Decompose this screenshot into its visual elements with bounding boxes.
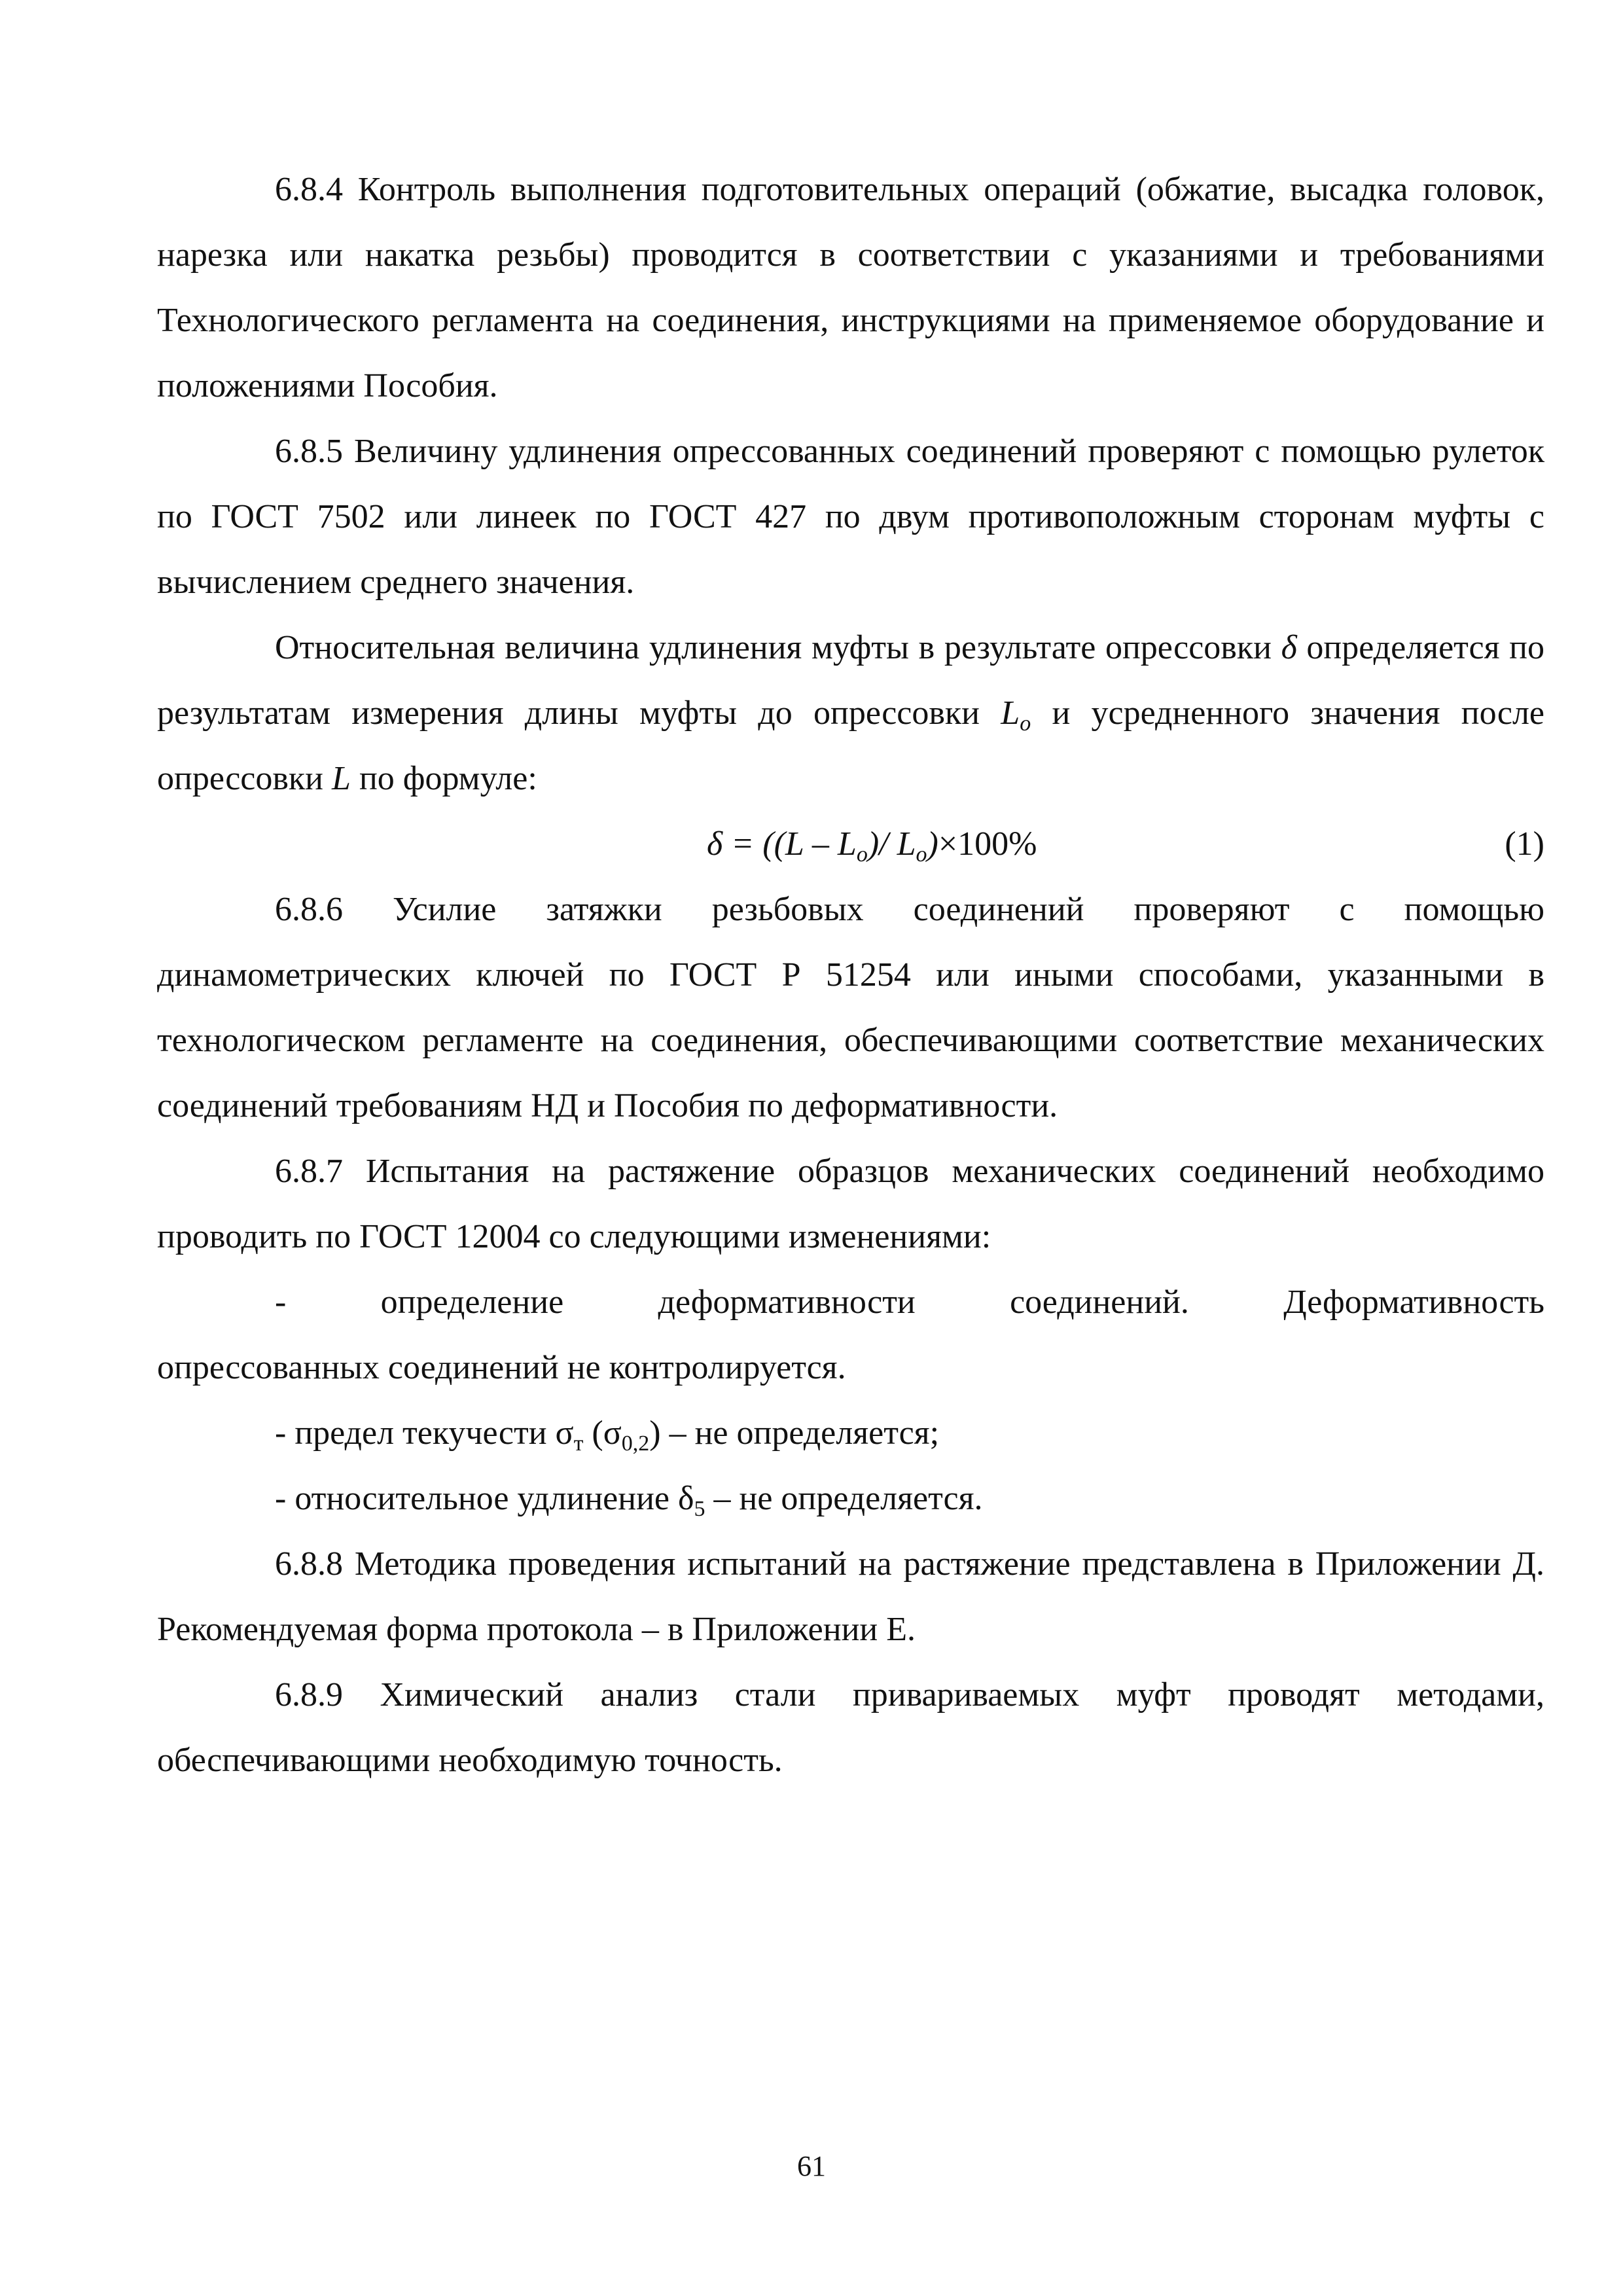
paragraph-6-8-4: 6.8.4 Контроль выполнения подготовительных операций (обжатие, высадка головок, нарезка или накатка резьбы) проводится в соответствии с указаниями и требованиями Технологического регламента на соединения, инструкциями на применяемое оборудование и положениями Пособия. (157, 171, 1544, 404)
text-fragment: и усредненного значения после опрессовки (157, 694, 1544, 797)
text-fragment: по формуле: (350, 760, 537, 797)
formula-row (157, 812, 1544, 877)
formula-part: ) (927, 825, 938, 863)
subscript: 5 (694, 1497, 705, 1521)
text-fragment: определяется по результатам измерения длины муфты до опрессовки (157, 629, 1544, 732)
paragraph-6-8-5: 6.8.5 Величину удлинения опрессованных соединений проверяют с помощью рулеток по ГОСТ 7502 или линеек по ГОСТ 427 по двум противоположным сторонам муфты с вычислением среднего значения. (157, 433, 1544, 601)
list-item-deformability-line1 (157, 1270, 1544, 1335)
formula-L0: L (897, 825, 916, 863)
list-word: деформативности (658, 1283, 916, 1321)
list-item-deformability-line2: опрессованных соединений не контролируется. (157, 1349, 846, 1386)
page-content (157, 157, 1544, 1793)
formula-times-100: ×100% (938, 825, 1037, 863)
list-item-yield-strength (157, 1401, 1544, 1466)
elongation-formula (707, 812, 1037, 877)
equation-number: (1) (1505, 825, 1544, 863)
formula-L: L (785, 825, 804, 863)
subscript-o: o (1020, 711, 1031, 736)
text-fragment: – не определяется. (705, 1480, 983, 1517)
length-before-symbol: L (1001, 694, 1020, 732)
formula-part: – (803, 825, 838, 863)
list-word: Деформативность (1283, 1283, 1544, 1321)
paragraph-6-8-6: 6.8.6 Усилие затяжки резьбовых соединений проверяют с помощью динамометрических ключей по ГОСТ Р 51254 или иными способами, указанными в технологическом регламенте на соединения, обеспечивающими соответствие механических соединений требованиям НД и Пособия по деформативности. (157, 891, 1544, 1124)
list-dash: - (275, 1283, 287, 1321)
list-word: определение (380, 1283, 564, 1321)
paragraph-relative-elongation (157, 615, 1544, 812)
subscript: т (573, 1431, 584, 1456)
text-fragment: - предел текучести σ (275, 1414, 574, 1452)
delta-symbol: δ (1281, 629, 1297, 666)
paragraph-6-8-7: 6.8.7 Испытания на растяжение образцов механических соединений необходимо проводить по ГОСТ 12004 со следующими изменениями: (157, 1153, 1544, 1255)
page-number: 61 (797, 2150, 826, 2182)
formula-part: = (( (722, 825, 785, 863)
text-fragment: Относительная величина удлинения муфты в результате опрессовки (275, 629, 1281, 666)
text-fragment: - относительное удлинение δ (275, 1480, 694, 1517)
formula-delta: δ (707, 825, 723, 863)
text-fragment: (σ (583, 1414, 622, 1452)
list-item-relative-elongation (157, 1466, 1544, 1532)
text-fragment: ) – не определяется; (649, 1414, 940, 1452)
formula-sub-o: o (856, 842, 868, 867)
paragraph-6-8-9: 6.8.9 Химический анализ стали привариваемых муфт проводят методами, обеспечивающими необходимую точность. (157, 1676, 1544, 1779)
formula-part: )/ (867, 825, 897, 863)
list-word: соединений. (1010, 1283, 1189, 1321)
formula-sub-o: o (916, 842, 927, 867)
paragraph-6-8-8: 6.8.8 Методика проведения испытаний на растяжение представлена в Приложении Д. Рекомендуемая форма протокола – в Приложении Е. (157, 1545, 1544, 1648)
length-after-symbol: L (332, 760, 351, 797)
formula-L0: L (837, 825, 857, 863)
subscript: 0,2 (621, 1431, 650, 1456)
